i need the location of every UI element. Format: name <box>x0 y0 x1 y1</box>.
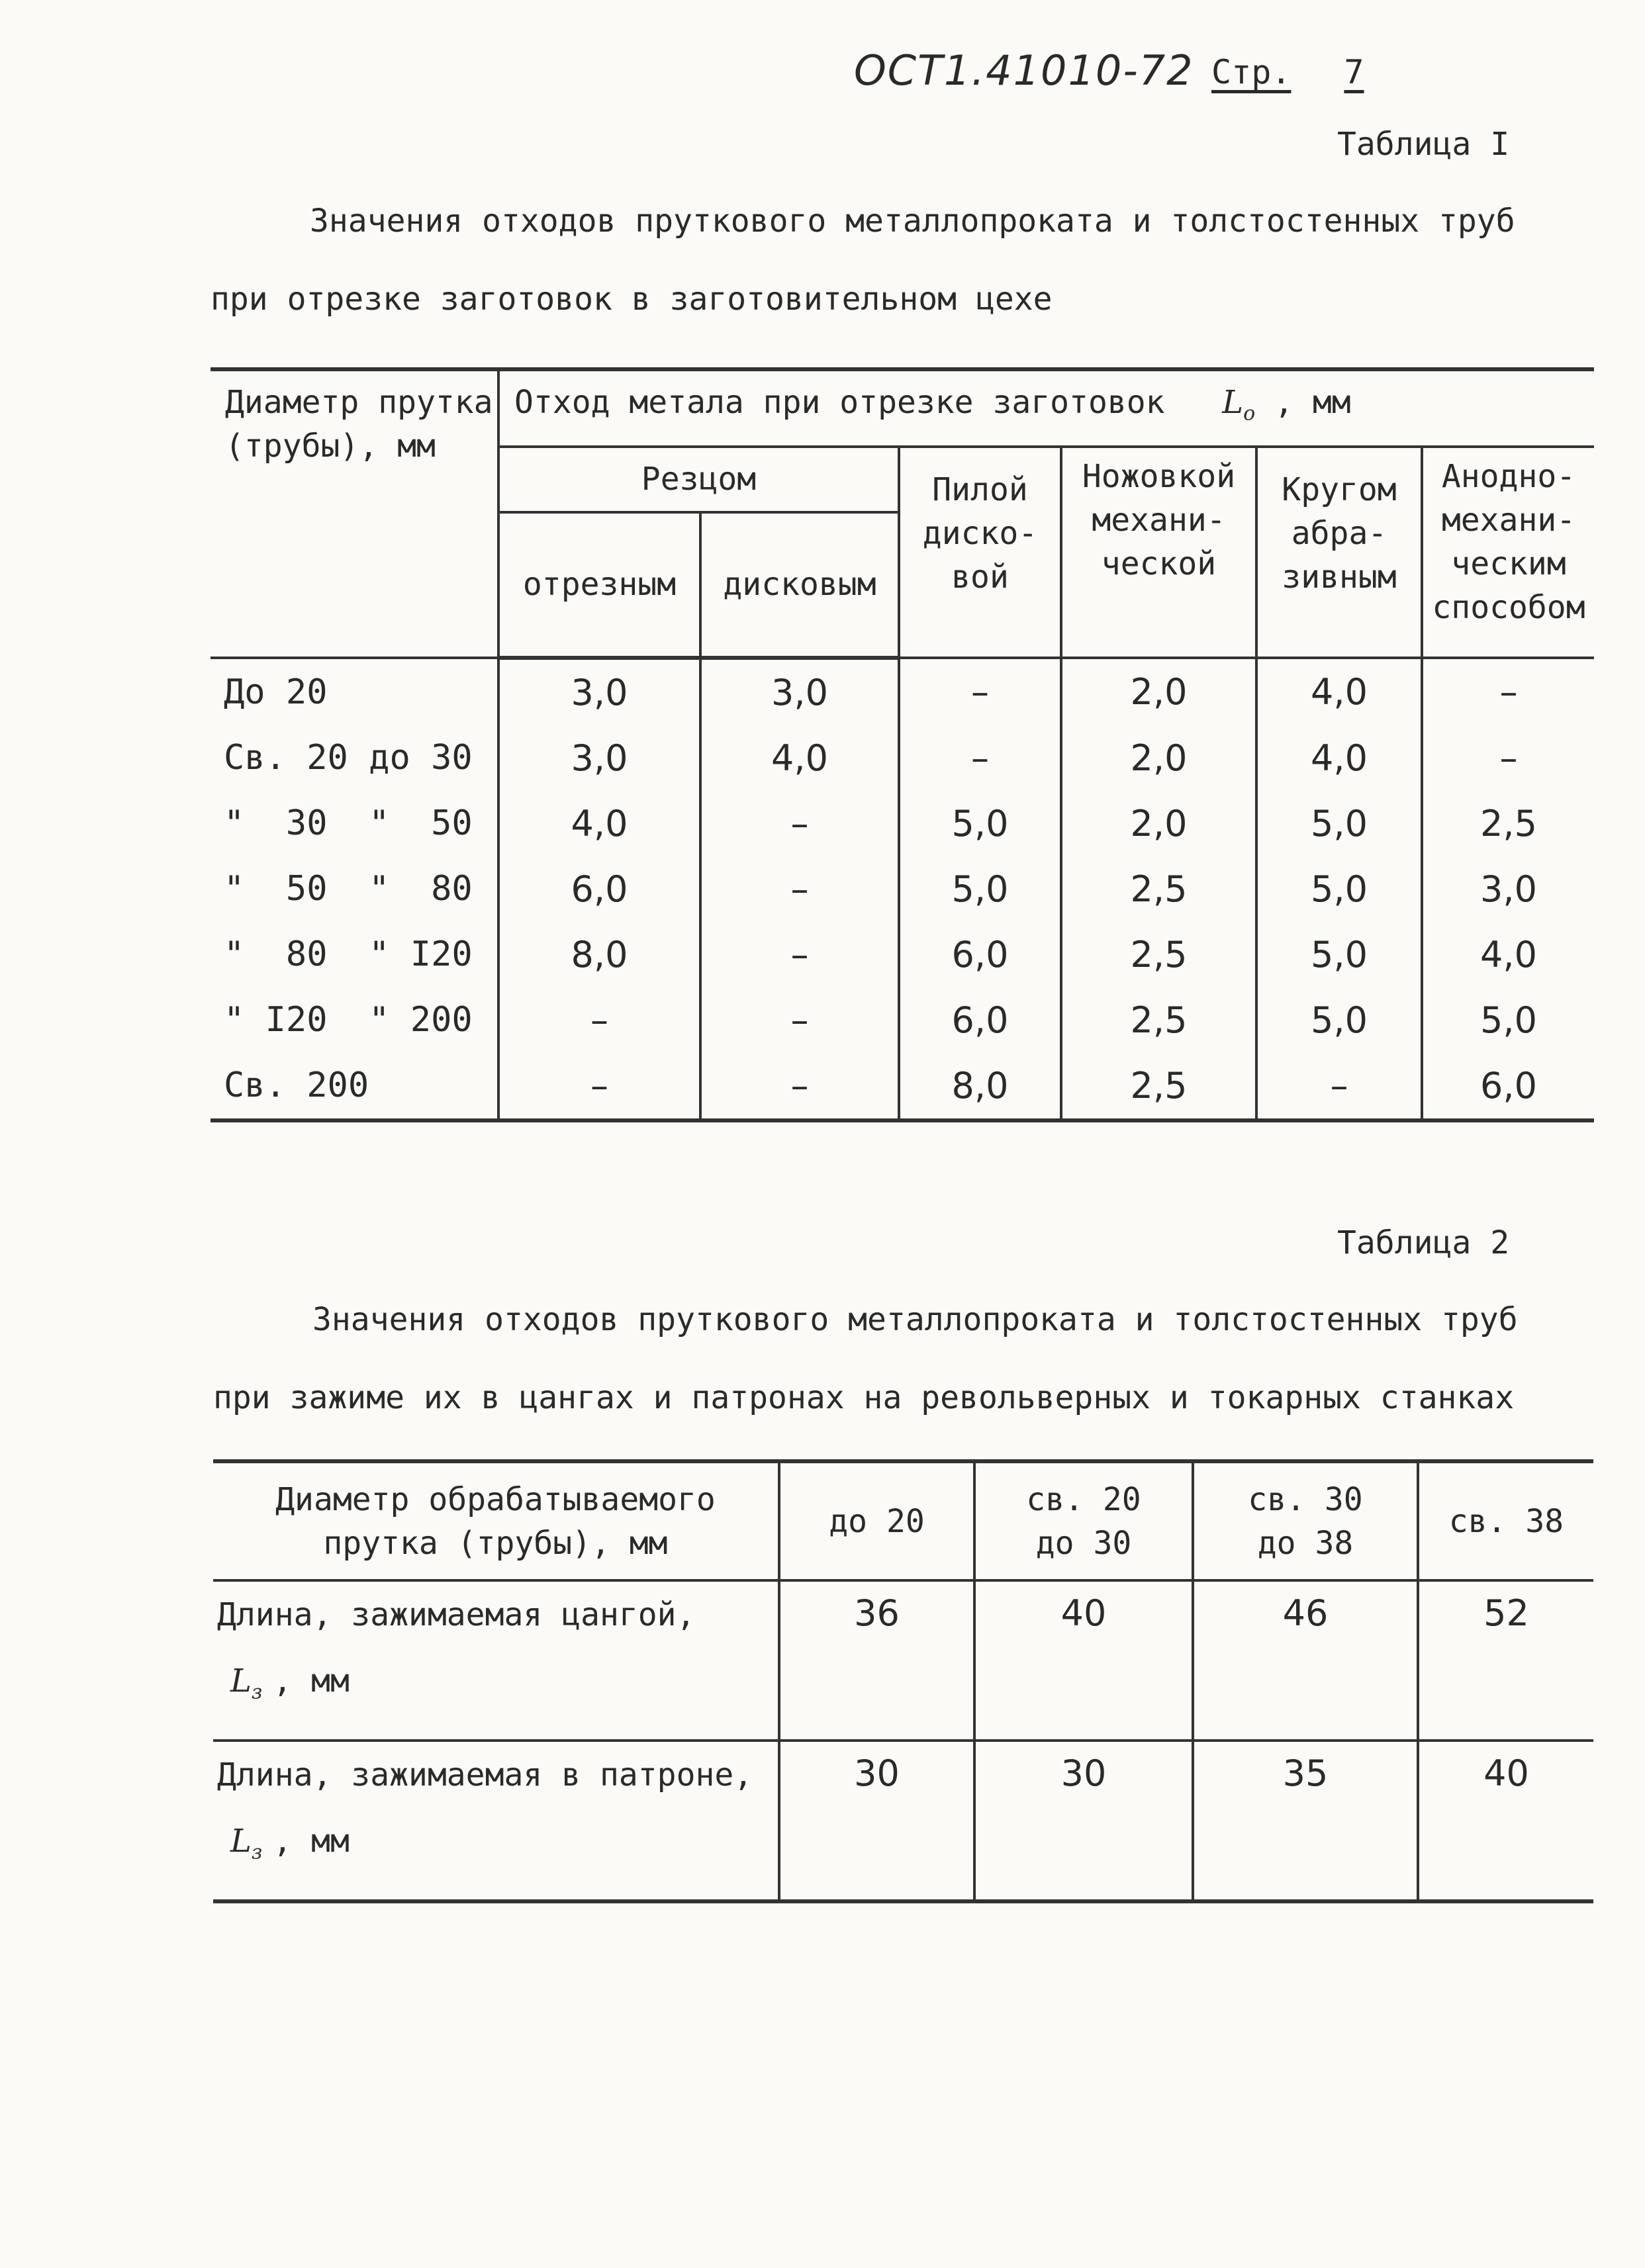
table2 <box>213 1459 1593 1903</box>
table1-cell: 2,0 <box>1061 658 1256 725</box>
table2-cell: 46 <box>1193 1580 1418 1741</box>
page-indicator <box>1211 53 1364 91</box>
table2-caption <box>213 1281 1645 1437</box>
table2-row-symbol: $L_з$ <box>230 1823 263 1864</box>
page-number: 7 <box>1344 53 1364 91</box>
table1-cell: 5,0 <box>1256 791 1422 856</box>
table1-row-diameter: " I20 " 200 <box>211 987 498 1053</box>
table1-cell: – <box>1422 658 1594 725</box>
table2-cell: 30 <box>974 1741 1193 1901</box>
table1-col-cutoff: отрезным <box>498 512 700 658</box>
table1-col-hacksaw: Ножовкой механи-ческой <box>1061 447 1256 658</box>
table1-col-abrasive: Кругом абра-зивным <box>1256 447 1422 658</box>
table1-cell: 3,0 <box>498 658 700 725</box>
table2-row-label: Длина, зажимаемая в патроне, $L_з$ , мм <box>213 1741 779 1901</box>
table2-cell: 30 <box>779 1741 974 1901</box>
table1-row <box>211 725 1594 791</box>
table1-cell: – <box>899 658 1061 725</box>
table2-cell: 35 <box>1193 1741 1418 1901</box>
table1-row-diameter: Св. 200 <box>211 1053 498 1120</box>
table1-cell: – <box>700 922 899 987</box>
table1-cell: – <box>1422 725 1594 791</box>
table2-row <box>213 1741 1593 1901</box>
table2-col-header: св. 20 до 30 <box>974 1461 1193 1580</box>
table1-cell: 2,5 <box>1061 987 1256 1053</box>
table1-cell: 6,0 <box>899 987 1061 1053</box>
table1-row <box>211 1053 1594 1120</box>
table1-cell: 4,0 <box>1422 922 1594 987</box>
table1 <box>211 367 1594 1122</box>
table1-cell: – <box>498 987 700 1053</box>
table1-cell: 4,0 <box>700 725 899 791</box>
table1-label: Таблица I <box>1337 126 1510 163</box>
table1-row <box>211 791 1594 856</box>
table1-cell: 4,0 <box>1256 725 1422 791</box>
table1-cutter-header: Резцом <box>498 447 899 512</box>
table2-cell: 40 <box>974 1580 1193 1741</box>
table2-col-header: св. 38 <box>1418 1461 1593 1580</box>
table2-cell: 40 <box>1418 1741 1593 1901</box>
table1-cell: 3,0 <box>498 725 700 791</box>
table1-cell: 2,5 <box>1061 856 1256 922</box>
table1-group-symbol: $L_o$ <box>1222 384 1256 426</box>
table1-cell: 2,5 <box>1061 1053 1256 1120</box>
table1-caption-line1: Значения отходов пруткового металлопроката и толстостенных труб <box>310 203 1515 240</box>
table1-row-diameter: " 80 " I20 <box>211 922 498 987</box>
table1-group-header: Отход метала при отрезке заготовок $L_o$ , мм <box>498 369 1594 447</box>
table1-cell: 3,0 <box>1422 856 1594 922</box>
table1-cell: 5,0 <box>1422 987 1594 1053</box>
table1-cell: 5,0 <box>1256 922 1422 987</box>
document-code: ОСТ1.41010-72 <box>854 46 1194 95</box>
table1-cell: 2,0 <box>1061 791 1256 856</box>
table1-cell: – <box>498 1053 700 1120</box>
table1-row <box>211 987 1594 1053</box>
table1-cell: 5,0 <box>899 791 1061 856</box>
table1-row-diameter: До 20 <box>211 658 498 725</box>
table2-row <box>213 1580 1593 1741</box>
table1-col-anodic: Анодно-механи-ческим способом <box>1422 447 1594 658</box>
table1-cell: 6,0 <box>899 922 1061 987</box>
table1-col-disk-cutter: дисковым <box>700 512 899 658</box>
table1-cell: 2,5 <box>1422 791 1594 856</box>
table2-col-header: св. 30 до 38 <box>1193 1461 1418 1580</box>
table1-cell: 2,0 <box>1061 725 1256 791</box>
table1-row-diameter: " 50 " 80 <box>211 856 498 922</box>
table1-cell: 8,0 <box>899 1053 1061 1120</box>
table1-row <box>211 922 1594 987</box>
table2-cell: 36 <box>779 1580 974 1741</box>
table1-cell: – <box>700 856 899 922</box>
table1-cell: 2,5 <box>1061 922 1256 987</box>
table1-diameter-header: Диаметр прутка (трубы), мм <box>211 369 498 658</box>
table1-col-disk-saw: Пилой диско-вой <box>899 447 1061 658</box>
table1-cell: 6,0 <box>498 856 700 922</box>
table1-caption-line2: при отрезке заготовок в заготовительном цехе <box>211 281 1053 318</box>
table2-col-header: до 20 <box>779 1461 974 1580</box>
table2-diameter-header: Диаметр обрабатываемого прутка (трубы), мм <box>213 1461 779 1580</box>
table1-cell: 8,0 <box>498 922 700 987</box>
table2-cell: 52 <box>1418 1580 1593 1741</box>
table2-caption-line2: при зажиме их в цангах и патронах на револьверных и токарных станках <box>213 1379 1515 1416</box>
table1-row <box>211 856 1594 922</box>
table1-cell: 4,0 <box>1256 658 1422 725</box>
table1-cell: – <box>700 1053 899 1120</box>
table1-cell: 4,0 <box>498 791 700 856</box>
table2-row-symbol: $L_з$ <box>230 1662 263 1704</box>
table1-cell: – <box>899 725 1061 791</box>
table1-cell: 5,0 <box>899 856 1061 922</box>
table1-cell: 6,0 <box>1422 1053 1594 1120</box>
table1-caption <box>211 182 1645 338</box>
table2-label: Таблица 2 <box>1337 1224 1510 1261</box>
page-label: Стр. <box>1211 53 1292 91</box>
table1-cell: – <box>1256 1053 1422 1120</box>
table1-cell: 3,0 <box>700 658 899 725</box>
table1-cell: – <box>700 791 899 856</box>
table1-row <box>211 658 1594 725</box>
table1-cell: 5,0 <box>1256 856 1422 922</box>
table1-row-diameter: Св. 20 до 30 <box>211 725 498 791</box>
table1-cell: 5,0 <box>1256 987 1422 1053</box>
table2-row-label: Длина, зажимаемая цангой, $L_з$ , мм <box>213 1580 779 1741</box>
table1-row-diameter: " 30 " 50 <box>211 791 498 856</box>
table1-cell: – <box>700 987 899 1053</box>
table2-caption-line1: Значения отходов пруткового металлопроката и толстостенных труб <box>312 1301 1518 1338</box>
